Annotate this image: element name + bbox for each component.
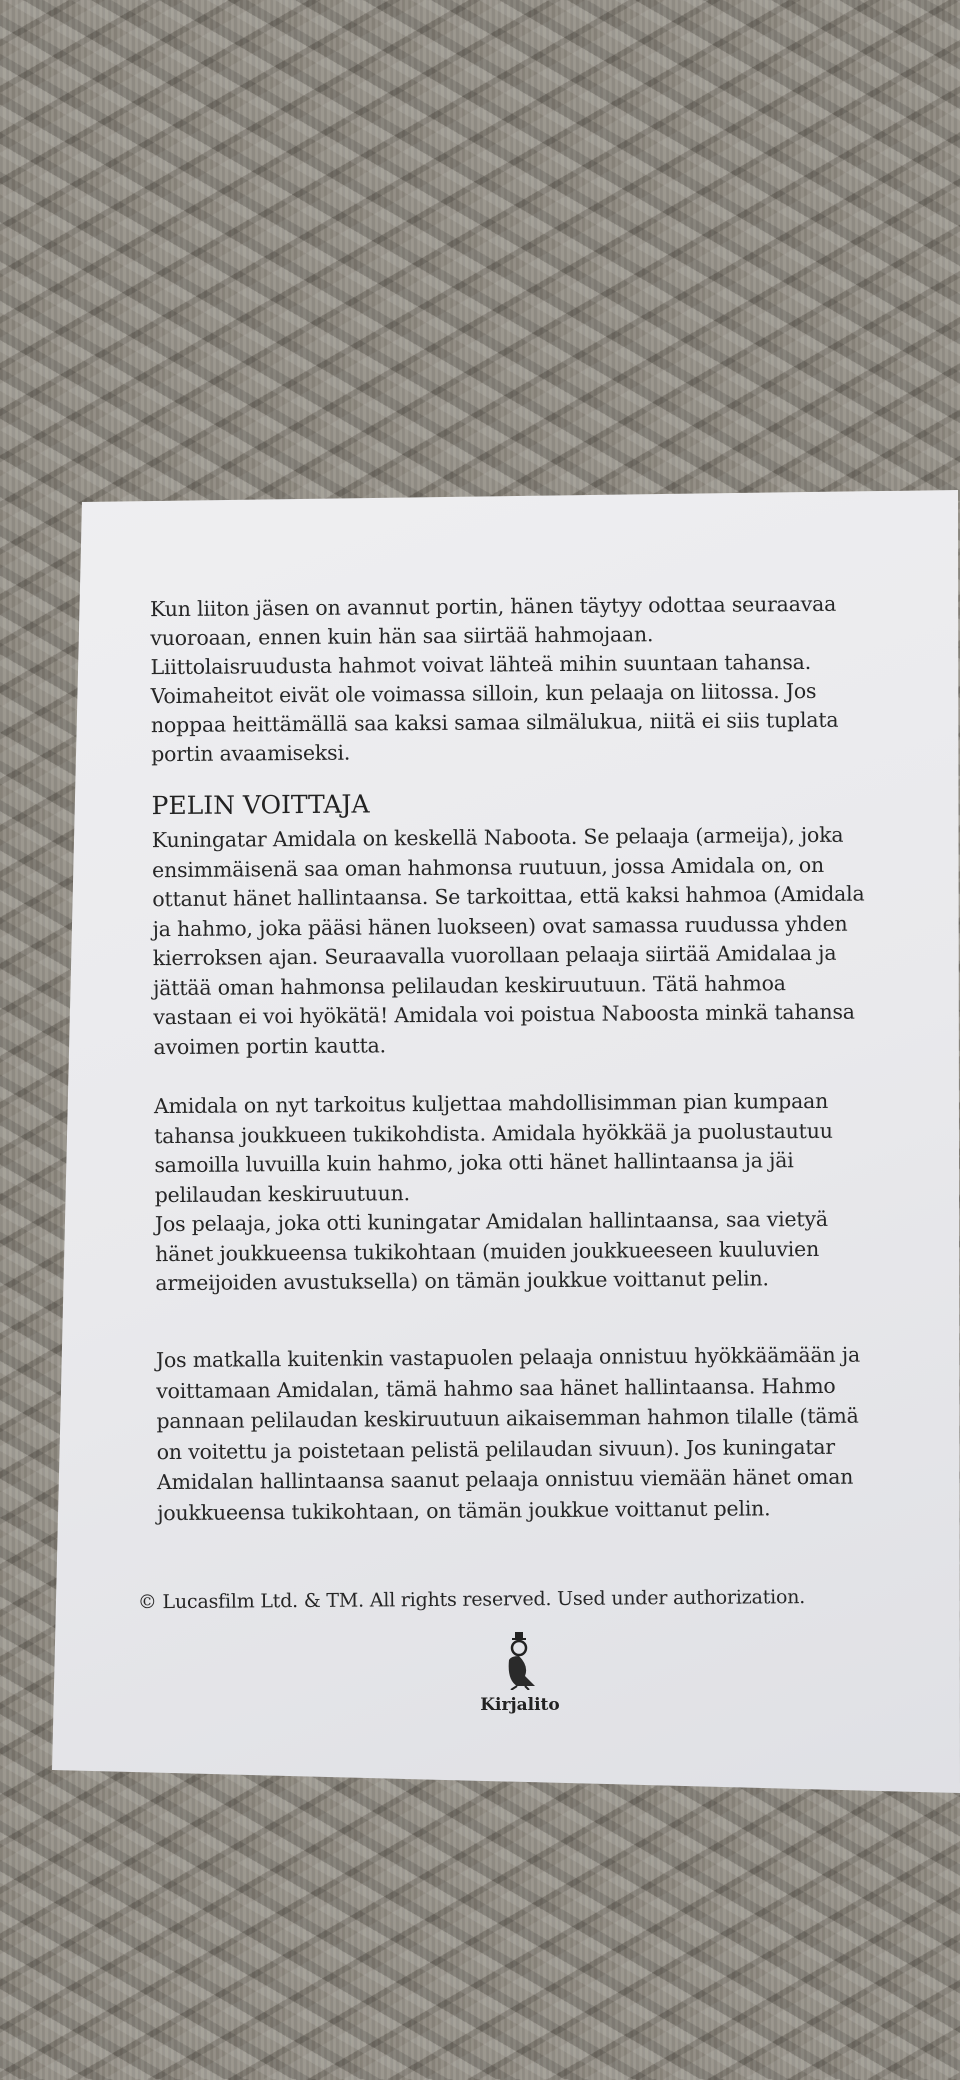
text-line: on voitettu ja poistetaan pelistä pelilaudan sivuun). Jos kuningatar bbox=[156, 1434, 836, 1464]
text-line: hänet joukkueensa tukikohtaan (muiden joukkueeseen kuuluvien bbox=[155, 1236, 820, 1266]
text-line: jättää oman hahmonsa pelilaudan keskiruutuun. Tätä hahmoa bbox=[152, 970, 786, 1000]
text-line: avoimen portin kautta. bbox=[153, 1032, 387, 1059]
bird-logo-icon bbox=[495, 1630, 545, 1690]
text-line: pannaan pelilaudan keskiruutuun aikaisemman hahmon tilalle (tämä bbox=[156, 1403, 859, 1434]
text-line: Voimaheitot eivät ole voimassa silloin, kun pelaaja on liitossa. Jos bbox=[150, 678, 817, 709]
text-line: ottanut hänet hallintaansa. Se tarkoittaa, että kaksi hahmoa (Amidala bbox=[152, 881, 865, 912]
text-line: pelilaudan keskiruutuun. bbox=[154, 1180, 410, 1207]
text-line: vastaan ei voi hyökätä! Amidala voi poistua Naboosta minkä tahansa bbox=[153, 999, 855, 1030]
text-line: portin avaamiseksi. bbox=[151, 740, 351, 767]
text-line: samoilla luvuilla kuin hahmo, joka otti hänet hallintaansa ja jäi bbox=[154, 1148, 794, 1178]
text-line: Kuningatar Amidala on keskellä Naboota. Se pelaaja (armeija), joka bbox=[151, 822, 844, 853]
text-line: Jos matkalla kuitenkin vastapuolen pelaaja onnistuu hyökkäämään ja bbox=[155, 1342, 861, 1373]
publisher-logo bbox=[470, 1630, 570, 1715]
text-line: voittamaan Amidalan, tämä hahmo saa hänet hallintaansa. Hahmo bbox=[156, 1373, 836, 1403]
copyright-notice: © Lucasfilm Ltd. & TM. All rights reserved. Used under authorization. bbox=[137, 1586, 806, 1614]
document-text bbox=[137, 0, 960, 2080]
text-line: noppaa heittämällä saa kaksi samaa silmälukua, niitä ei siis tuplata bbox=[150, 707, 839, 738]
text-line: ensimmäisenä saa oman hahmonsa ruutuun, jossa Amidala on, on bbox=[152, 852, 825, 882]
text-line: joukkueensa tukikohtaan, on tämän joukkue voittanut pelin. bbox=[157, 1495, 771, 1525]
text-line: kierroksen ajan. Seuraavalla vuorollaan pelaaja siirtää Amidalaa ja bbox=[152, 940, 837, 971]
text-line: Jos pelaaja, joka otti kuningatar Amidalan hallintaansa, saa vietyä bbox=[154, 1206, 828, 1237]
text-line: Liittolaisruudusta hahmot voivat lähteä mihin suuntaan tahansa. bbox=[150, 649, 812, 680]
publisher-name: Kirjalito bbox=[480, 1695, 560, 1715]
text-line: Kun liiton jäsen on avannut portin, hänen täytyy odottaa seuraavaa bbox=[149, 591, 837, 622]
text-line: ja hahmo, joka pääsi hänen luokseen) ovat samassa ruudussa yhden bbox=[152, 911, 848, 941]
text-line: vuoroaan, ennen kuin hän saa siirtää hahmojaan. bbox=[150, 622, 654, 651]
text-line: Amidalan hallintaansa saanut pelaaja onnistuu viemään hänet oman bbox=[156, 1464, 854, 1495]
text-line: armeijoiden avustuksella) on tämän joukkue voittanut pelin. bbox=[155, 1266, 769, 1296]
text-line: Amidala on nyt tarkoitus kuljettaa mahdollisimman pian kumpaan bbox=[153, 1088, 829, 1119]
text-line: tahansa joukkueen tukikohdista. Amidala hyökkää ja puolustautuu bbox=[154, 1118, 833, 1148]
section-heading: PELIN VOITTAJA bbox=[151, 789, 370, 821]
